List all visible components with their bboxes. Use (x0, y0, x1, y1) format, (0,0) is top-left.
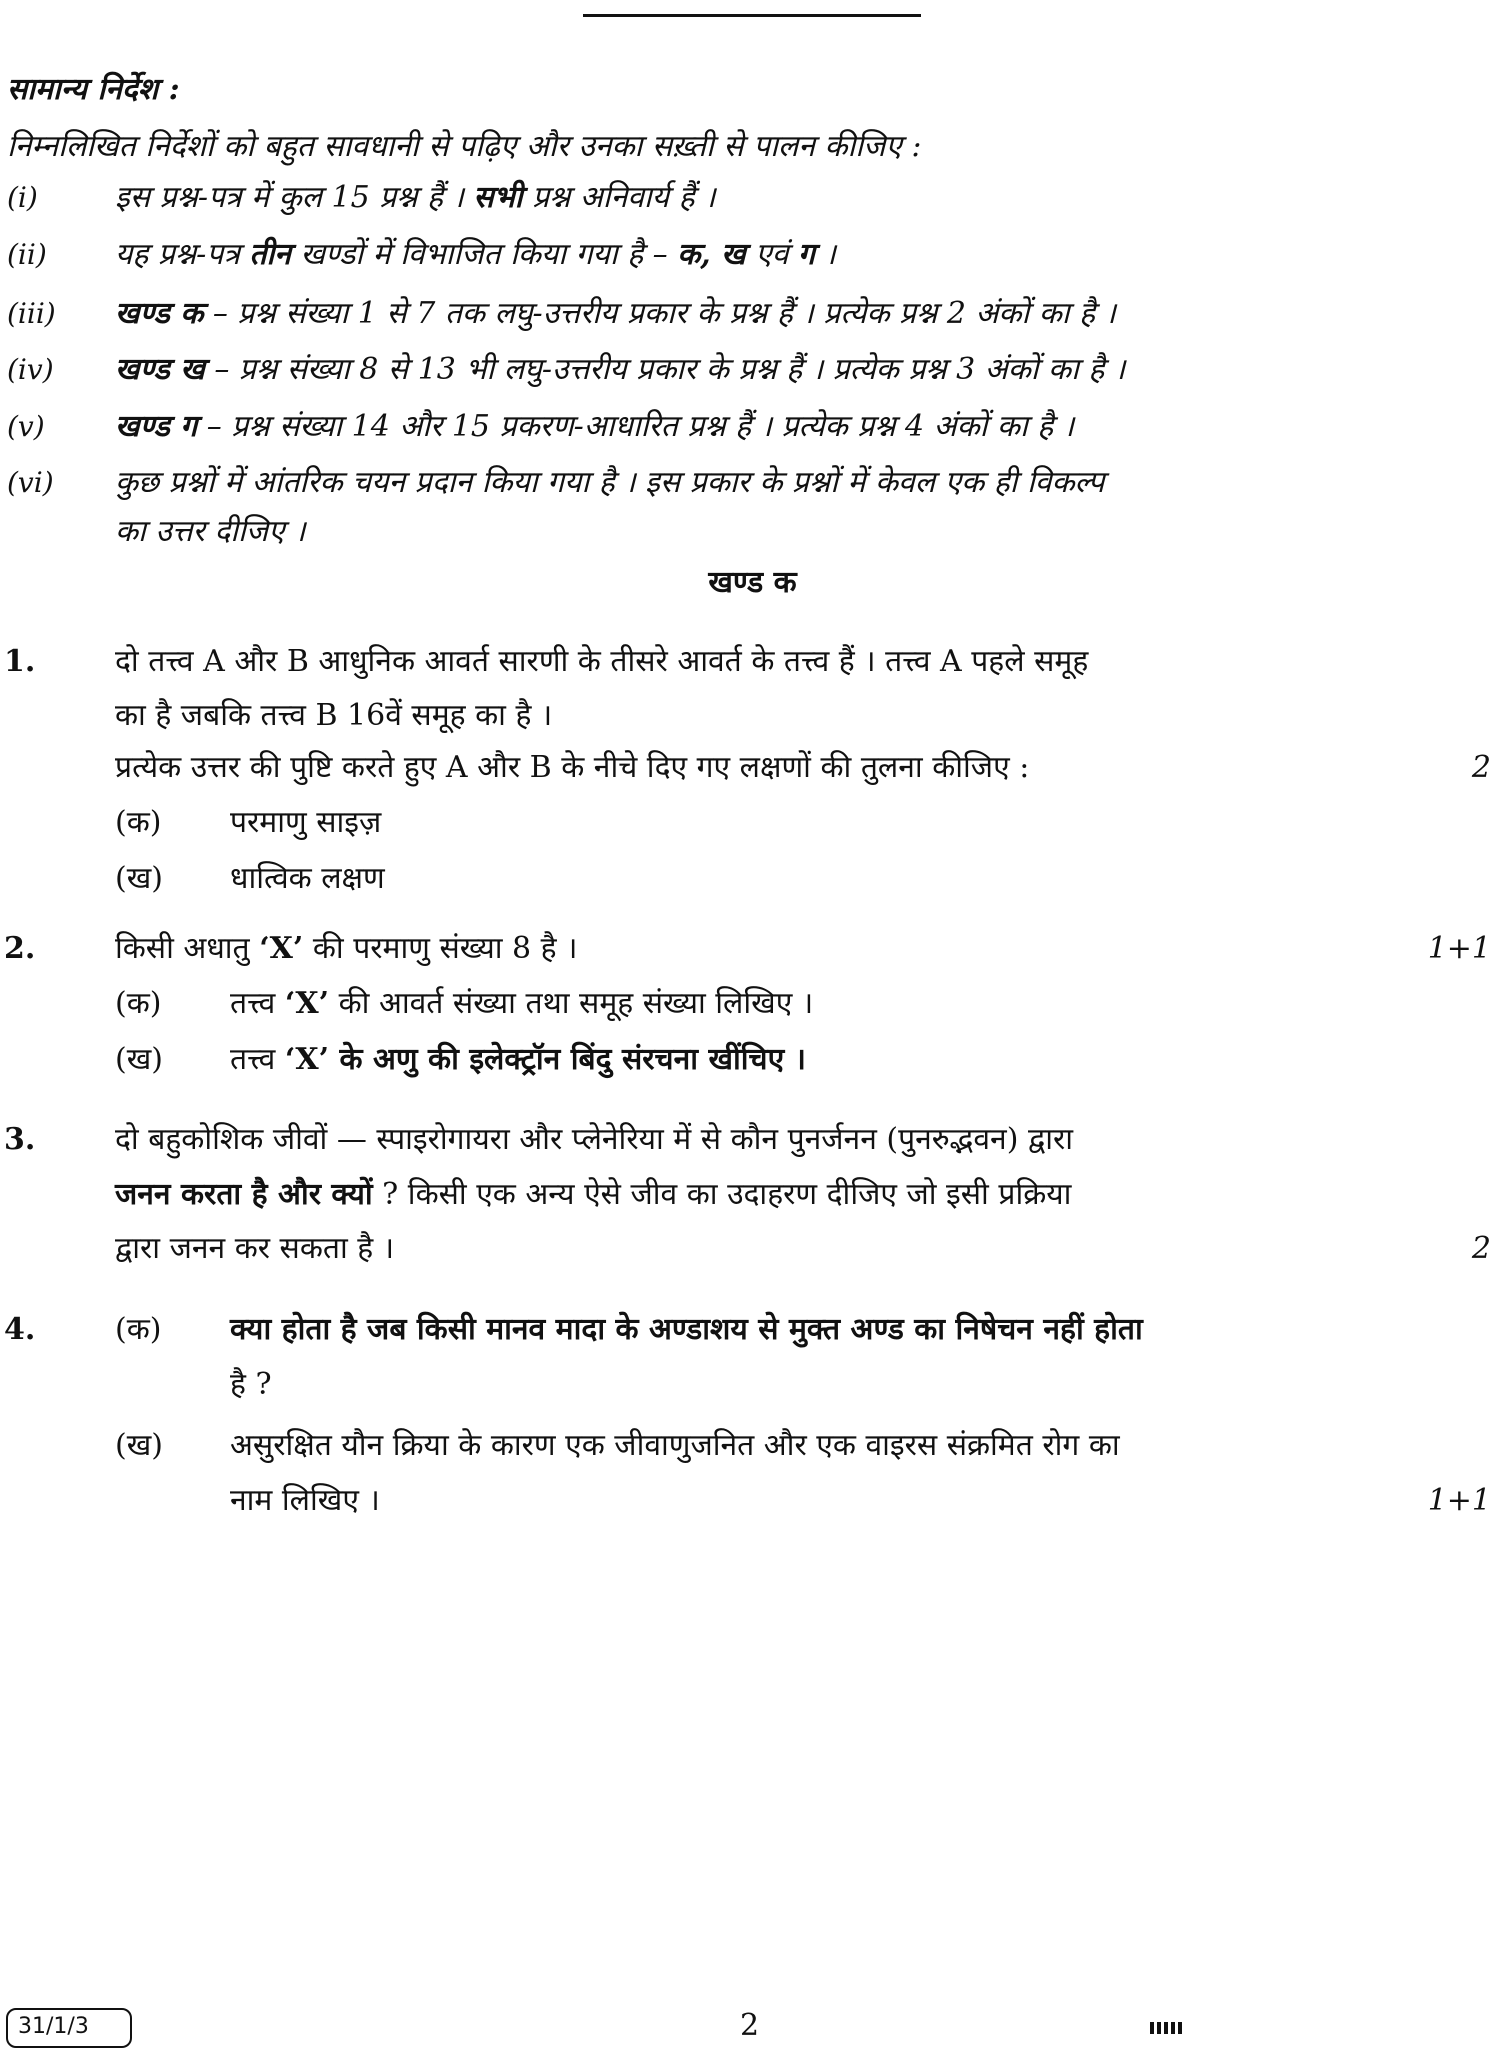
question-text-continued: का है जबकि तत्त्व B 16वें समूह का है । (115, 698, 553, 733)
instruction-number: (ii) (7, 238, 47, 271)
qr-code-icon (1150, 2022, 1184, 2034)
sub-question-text: तत्त्व ‘X’ के अणु की इलेक्ट्रॉन बिंदु संरचना खींचिए । (230, 1042, 806, 1077)
instruction-text: इस प्रश्न-पत्र में कुल 15 प्रश्न हैं । सभी प्रश्न अनिवार्य हैं । (115, 180, 716, 215)
sub-question-text: असुरक्षित यौन क्रिया के कारण एक जीवाणुजनित और एक वाइरस संक्रमित रोग का (230, 1428, 1120, 1463)
instruction-text: खण्ड क – प्रश्न संख्या 1 से 7 तक लघु-उत्तरीय प्रकार के प्रश्न हैं । प्रत्येक प्रश्न 2 अंकों का है । (115, 296, 1116, 331)
question-number: 1. (4, 644, 36, 679)
sub-question-label: (ख) (115, 1428, 163, 1463)
top-rule (583, 14, 921, 17)
paper-code: 31/1/3 (6, 2008, 132, 2048)
question-text: किसी अधातु ‘X’ की परमाणु संख्या 8 है । (115, 931, 578, 966)
instruction-text: खण्ड ग – प्रश्न संख्या 14 और 15 प्रकरण-आधारित प्रश्न हैं । प्रत्येक प्रश्न 4 अंकों का है । (115, 409, 1075, 444)
sub-question-text-continued: नाम लिखिए । (230, 1483, 380, 1518)
question-number: 3. (4, 1122, 36, 1157)
question-number: 4. (4, 1312, 36, 1347)
instructions-intro: निम्नलिखित निर्देशों को बहुत सावधानी से पढ़िए और उनका सख़्ती से पालन कीजिए : (7, 129, 922, 164)
instruction-number: (iv) (7, 353, 54, 386)
question-text: दो बहुकोशिक जीवों — स्पाइरोगायरा और प्लेनेरिया में से कौन पुनर्जनन (पुनरुद्भवन) द्वारा (115, 1122, 1074, 1157)
question-text: दो तत्त्व A और B आधुनिक आवर्त सारणी के तीसरे आवर्त के तत्त्व हैं । तत्त्व A पहले समूह (115, 644, 1089, 679)
question-prompt: प्रत्येक उत्तर की पुष्टि करते हुए A और B के नीचे दिए गए लक्षणों की तुलना कीजिए : (115, 750, 1030, 785)
sub-question-label: (क) (115, 805, 162, 840)
question-text-continued: जनन करता है और क्यों ? किसी एक अन्य ऐसे जीव का उदाहरण दीजिए जो इसी प्रक्रिया (115, 1177, 1072, 1212)
sub-question-text: धात्विक लक्षण (230, 861, 385, 896)
sub-question-text: तत्त्व ‘X’ की आवर्त संख्या तथा समूह संख्या लिखिए । (230, 986, 814, 1021)
question-marks: 2 (1471, 750, 1491, 785)
section-title: खण्ड क (708, 565, 797, 600)
instruction-number: (vi) (7, 466, 54, 499)
sub-question-label: (ख) (115, 861, 163, 896)
instruction-number: (iii) (7, 297, 56, 330)
question-marks: 2 (1471, 1231, 1491, 1266)
page-number: 2 (740, 2008, 760, 2043)
question-number: 2. (4, 931, 36, 966)
instruction-text: खण्ड ख – प्रश्न संख्या 8 से 13 भी लघु-उत्तरीय प्रकार के प्रश्न हैं । प्रत्येक प्रश्न 3 अंकों का है । (115, 352, 1126, 387)
instruction-text-continued: का उत्तर दीजिए । (115, 514, 306, 549)
question-text-continued: द्वारा जनन कर सकता है । (115, 1231, 395, 1266)
instruction-number: (v) (7, 410, 45, 443)
sub-question-label: (ख) (115, 1042, 163, 1077)
sub-question-label: (क) (115, 1312, 162, 1347)
instruction-text: कुछ प्रश्नों में आंतरिक चयन प्रदान किया गया है । इस प्रकार के प्रश्नों में केवल एक ही विकल्प (115, 465, 1105, 500)
instructions-heading: सामान्य निर्देश : (7, 72, 180, 107)
instruction-number: (i) (7, 181, 38, 214)
sub-question-text: क्या होता है जब किसी मानव मादा के अण्डाशय से मुक्त अण्ड का निषेचन नहीं होता (230, 1312, 1143, 1347)
question-marks: 1+1 (1427, 1483, 1491, 1518)
question-marks: 1+1 (1427, 931, 1491, 966)
sub-question-label: (क) (115, 986, 162, 1021)
instruction-text: यह प्रश्न-पत्र तीन खण्डों में विभाजित किया गया है – क, ख एवं ग । (115, 237, 836, 272)
sub-question-text-continued: है ? (230, 1367, 272, 1402)
sub-question-text: परमाणु साइज़ (230, 805, 382, 840)
